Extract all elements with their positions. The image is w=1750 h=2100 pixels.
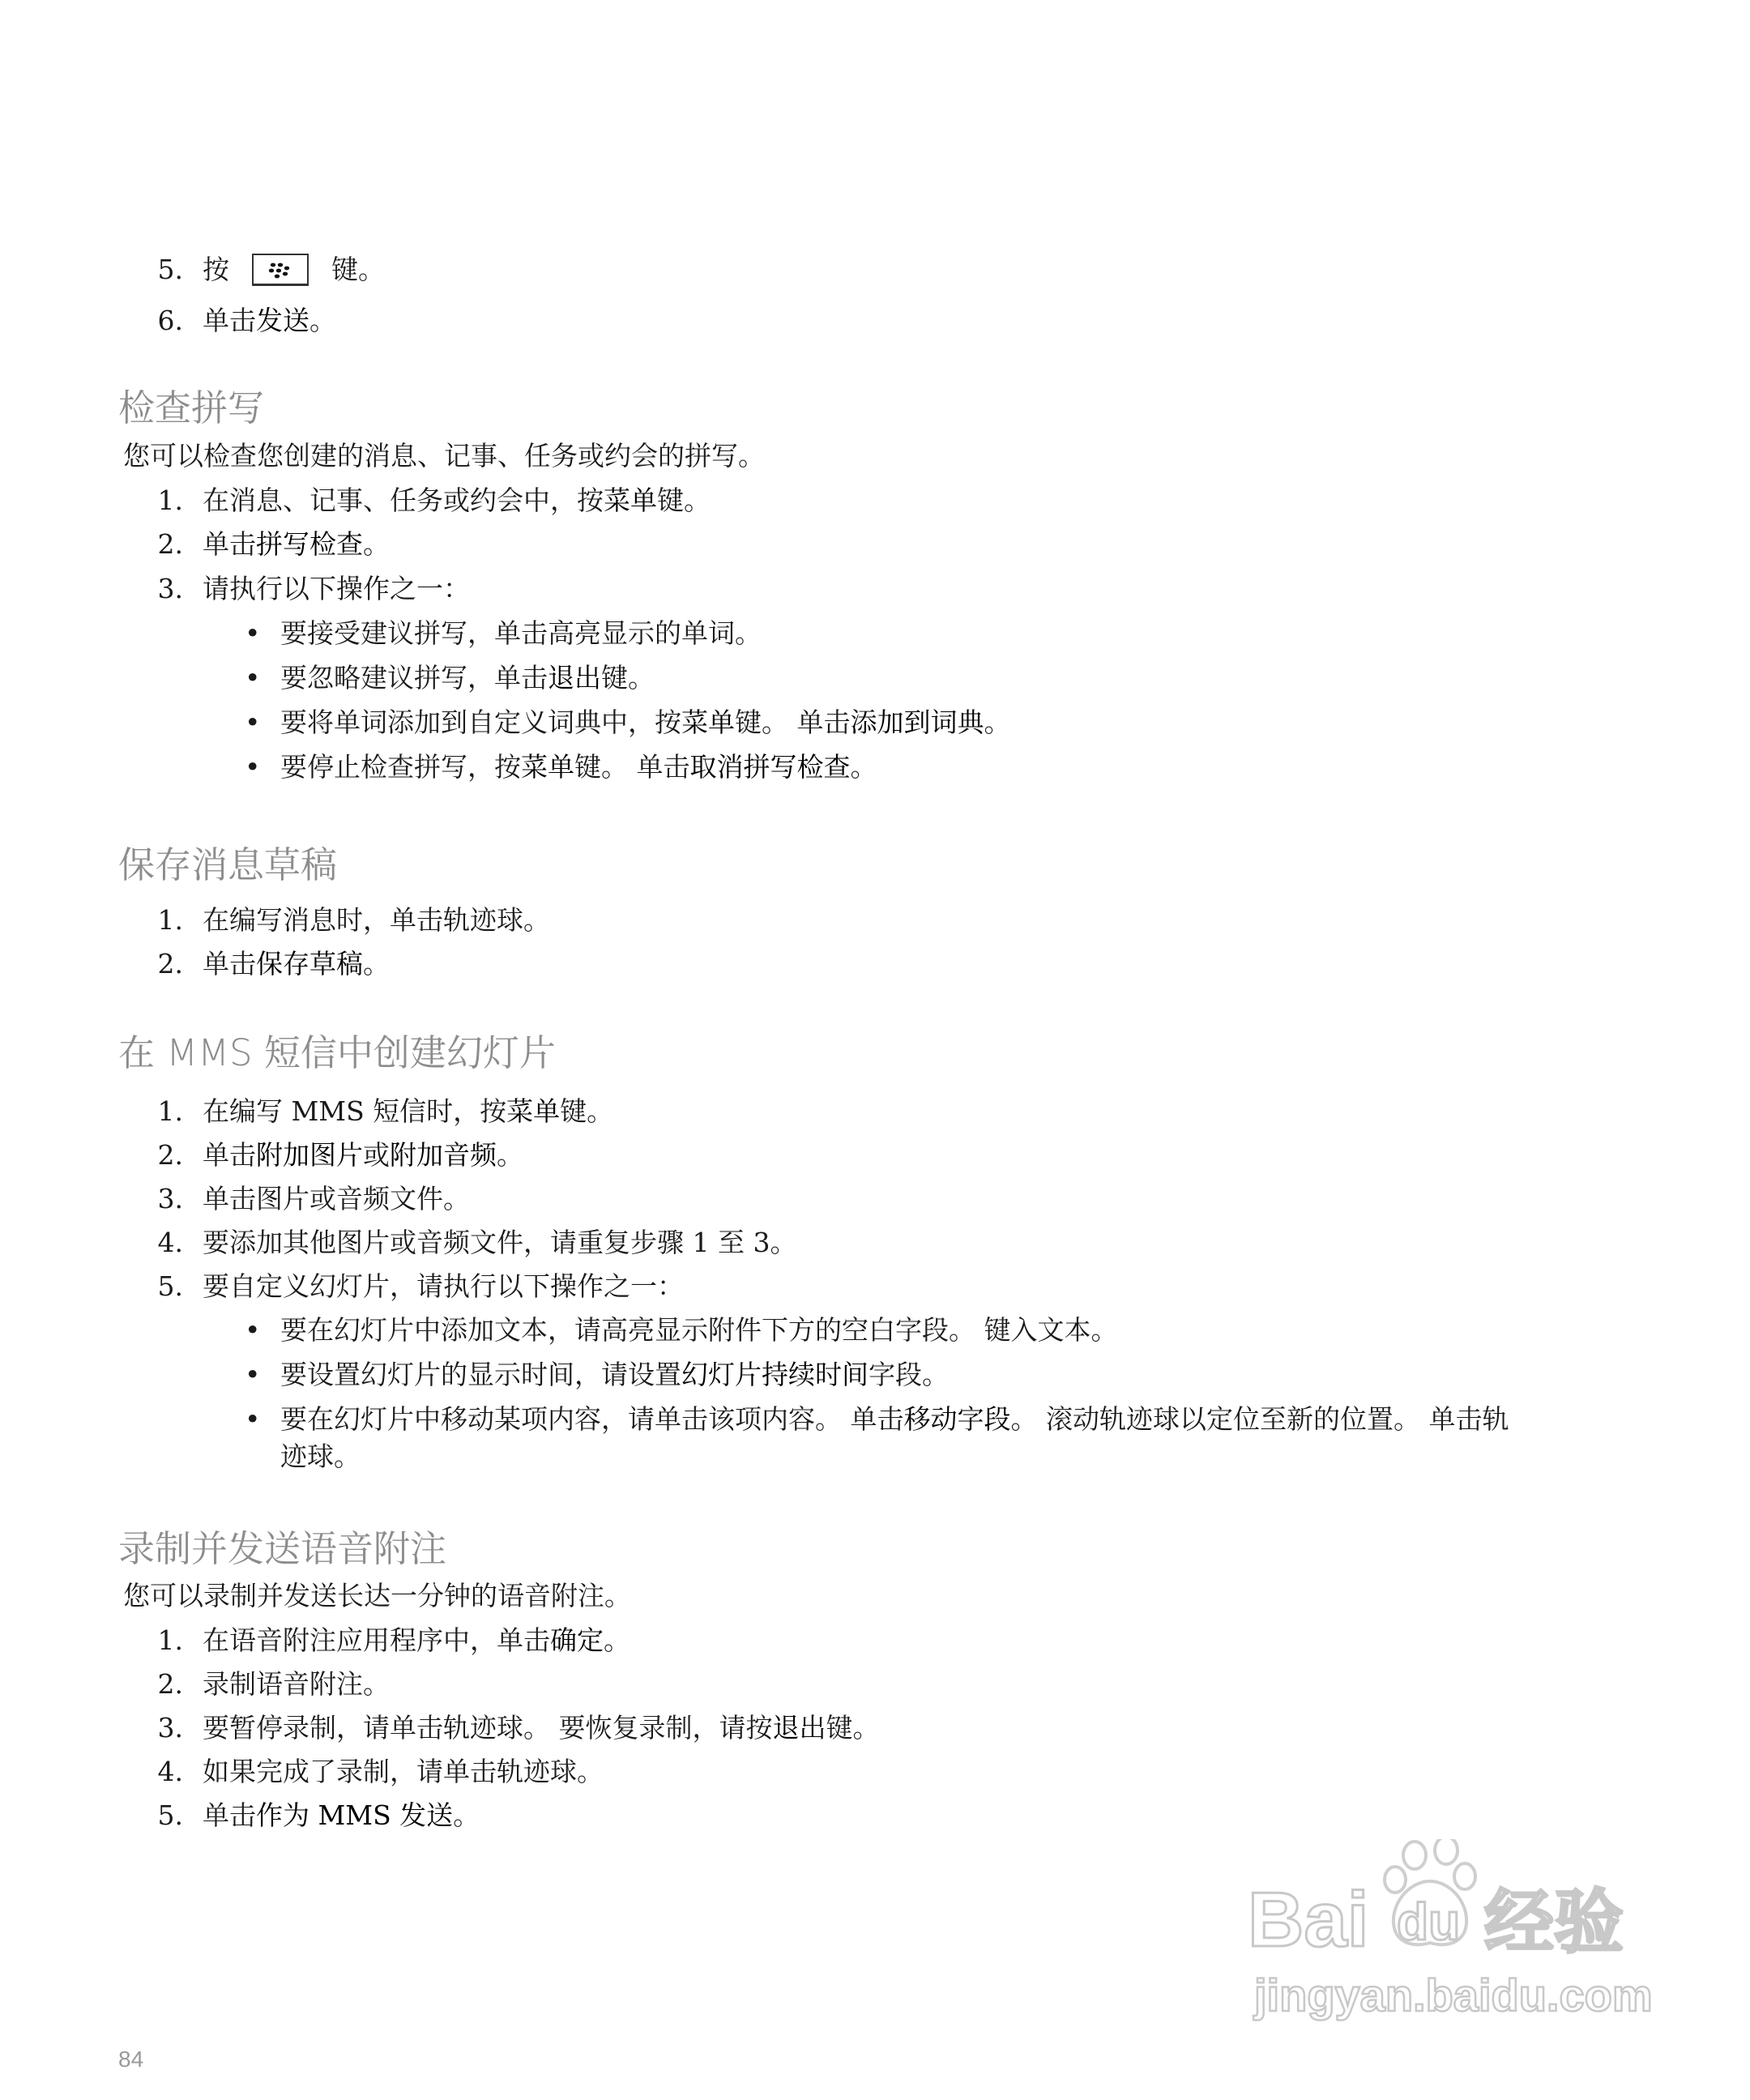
- bullet-icon: •: [245, 706, 261, 738]
- baidu-paw-logo-icon: [1248, 1839, 1669, 2034]
- ui-term: 菜单: [521, 751, 574, 783]
- ui-term: 确定: [550, 1624, 604, 1656]
- bullet-text: 要在幻灯片中添加文本，请高亮显示附件下方的空白字段。 键入文本。: [280, 1314, 1118, 1346]
- ui-term: 附加音频: [390, 1139, 497, 1171]
- ui-term: 保存草稿: [256, 948, 363, 980]
- baidu-jingyan-watermark: [1248, 1839, 1669, 2034]
- step-number: 1.: [157, 904, 183, 936]
- bullet-text: 要停止检查拼写，按: [280, 751, 521, 783]
- section-heading-mms-slideshow: 在 MMS 短信中创建幻灯片: [118, 1031, 556, 1074]
- bullet-text-post: 。: [850, 751, 877, 783]
- ui-term: 拼写检查: [256, 528, 363, 560]
- watermark-url: jingyan.baidu.com: [1254, 1970, 1653, 2021]
- section-heading-save-draft: 保存消息草稿: [118, 843, 338, 886]
- step-number: 5.: [157, 1799, 183, 1831]
- step-text: 要添加其他图片或音频文件，请重复步骤 1 至 3。: [203, 1227, 797, 1258]
- step-text: 如果完成了录制，请单击轨迹球。: [203, 1756, 604, 1787]
- watermark-brand: Bai: [1248, 1876, 1369, 1963]
- step-number: 1.: [157, 1624, 183, 1656]
- page-number: 84: [118, 2047, 144, 2072]
- step-text: 要暂停录制，请单击轨迹球。 要恢复录制，请按: [203, 1712, 773, 1744]
- bullet-text: 要接受建议拼写，单击高亮显示的单词。: [280, 617, 762, 649]
- section-intro: 您可以录制并发送长达一分钟的语音附注。: [123, 1580, 631, 1611]
- step-text: 单击: [203, 1799, 256, 1831]
- ui-term: 取消拼写检查: [689, 751, 851, 783]
- step-number: 3.: [157, 1183, 183, 1214]
- step-number: 4.: [157, 1227, 183, 1258]
- step-number: 1.: [157, 484, 183, 516]
- bullet-text-mid: 键。 单击: [735, 706, 851, 738]
- bullet-icon: •: [245, 1359, 261, 1390]
- ui-term: 作为 MMS 发送: [256, 1799, 454, 1831]
- bullet-text: 要在幻灯片中移动某项内容，请单击该项内容。 单击: [280, 1403, 904, 1435]
- ui-term: 菜单: [506, 1095, 561, 1127]
- step-number: 2.: [157, 1139, 183, 1171]
- step-text: 录制语音附注。: [203, 1668, 390, 1700]
- step-text: 单击图片或音频文件。: [203, 1183, 470, 1214]
- step-text-post: 。: [497, 1139, 523, 1171]
- step-text-post: 。: [363, 948, 390, 980]
- step-text: 在消息、记事、任务或约会中，按: [203, 484, 604, 516]
- step-text: 按: [203, 254, 229, 285]
- step-text-post: 。: [453, 1799, 480, 1831]
- bullet-icon: •: [245, 662, 261, 694]
- ui-term: 菜单: [681, 706, 735, 738]
- bullet-text-cont: 迹球。: [280, 1441, 361, 1472]
- step-number: 2.: [157, 948, 183, 980]
- ui-term: 添加到词典: [850, 706, 984, 738]
- bullet-text-post: 键。: [601, 662, 655, 694]
- ui-term: 移动字段: [903, 1403, 1011, 1435]
- bullet-icon: •: [245, 751, 261, 783]
- bullet-text-post: 。: [984, 706, 1011, 738]
- blackberry-menu-key-icon: [252, 254, 309, 286]
- step-text: 在语音附注应用程序中，单击: [203, 1624, 550, 1656]
- step-text: 在编写 MMS 短信时，按: [203, 1095, 507, 1127]
- bullet-text: 要忽略建议拼写，单击: [280, 662, 548, 694]
- ui-term: 幻灯片持续时间: [681, 1359, 869, 1390]
- step-number: 2.: [157, 1668, 183, 1700]
- step-number: 6.: [157, 305, 183, 336]
- step-text: 要自定义幻灯片，请执行以下操作之一：: [203, 1270, 684, 1302]
- step-text: 请执行以下操作之一：: [203, 573, 470, 604]
- section-heading-spell-check: 检查拼写: [118, 386, 265, 429]
- step-number: 2.: [157, 528, 183, 560]
- section-heading-voice-note: 录制并发送语音附注: [118, 1527, 447, 1570]
- watermark-brand-du: du: [1397, 1893, 1461, 1951]
- bullet-text: 要设置幻灯片的显示时间，请设置: [280, 1359, 681, 1390]
- step-number: 5.: [157, 1270, 183, 1302]
- bullet-icon: •: [245, 1314, 261, 1346]
- step-text-post: 键。: [560, 1095, 614, 1127]
- bullet-text-mid: 键。 单击: [574, 751, 690, 783]
- step-number: 3.: [157, 573, 183, 604]
- step-number: 3.: [157, 1712, 183, 1744]
- step-number: 4.: [157, 1756, 183, 1787]
- step-text: 单击: [203, 528, 256, 560]
- section-intro: 您可以检查您创建的消息、记事、任务或约会的拼写。: [123, 440, 765, 472]
- step-text-post: 键。: [331, 254, 385, 285]
- bullet-icon: •: [245, 1403, 261, 1435]
- step-text-post: 。: [309, 305, 336, 336]
- ui-term: 退出: [548, 662, 601, 694]
- step-text-post: 键。: [826, 1712, 880, 1744]
- step-text: 在编写消息时，单击轨迹球。: [203, 904, 550, 936]
- ui-term: 发送: [256, 305, 309, 336]
- step-text-post: 。: [363, 528, 390, 560]
- step-text-post: 。: [604, 1624, 630, 1656]
- watermark-cn: 经验: [1484, 1882, 1624, 1963]
- ui-term: 菜单: [604, 484, 657, 516]
- step-text-post: 键。: [657, 484, 711, 516]
- step-text-mid: 或: [363, 1139, 390, 1171]
- step-number: 5.: [157, 254, 183, 285]
- step-text: 单击: [203, 948, 256, 980]
- step-text: 单击: [203, 305, 256, 336]
- bullet-text-post: 字段。: [869, 1359, 949, 1390]
- bullet-text: 要将单词添加到自定义词典中，按: [280, 706, 681, 738]
- ui-term: 附加图片: [256, 1139, 363, 1171]
- ui-term: 退出: [772, 1712, 826, 1744]
- bullet-icon: •: [245, 617, 261, 649]
- step-number: 1.: [157, 1095, 183, 1127]
- bullet-text-post: 。 滚动轨迹球以定位至新的位置。 单击轨: [1010, 1403, 1509, 1435]
- step-text: 单击: [203, 1139, 256, 1171]
